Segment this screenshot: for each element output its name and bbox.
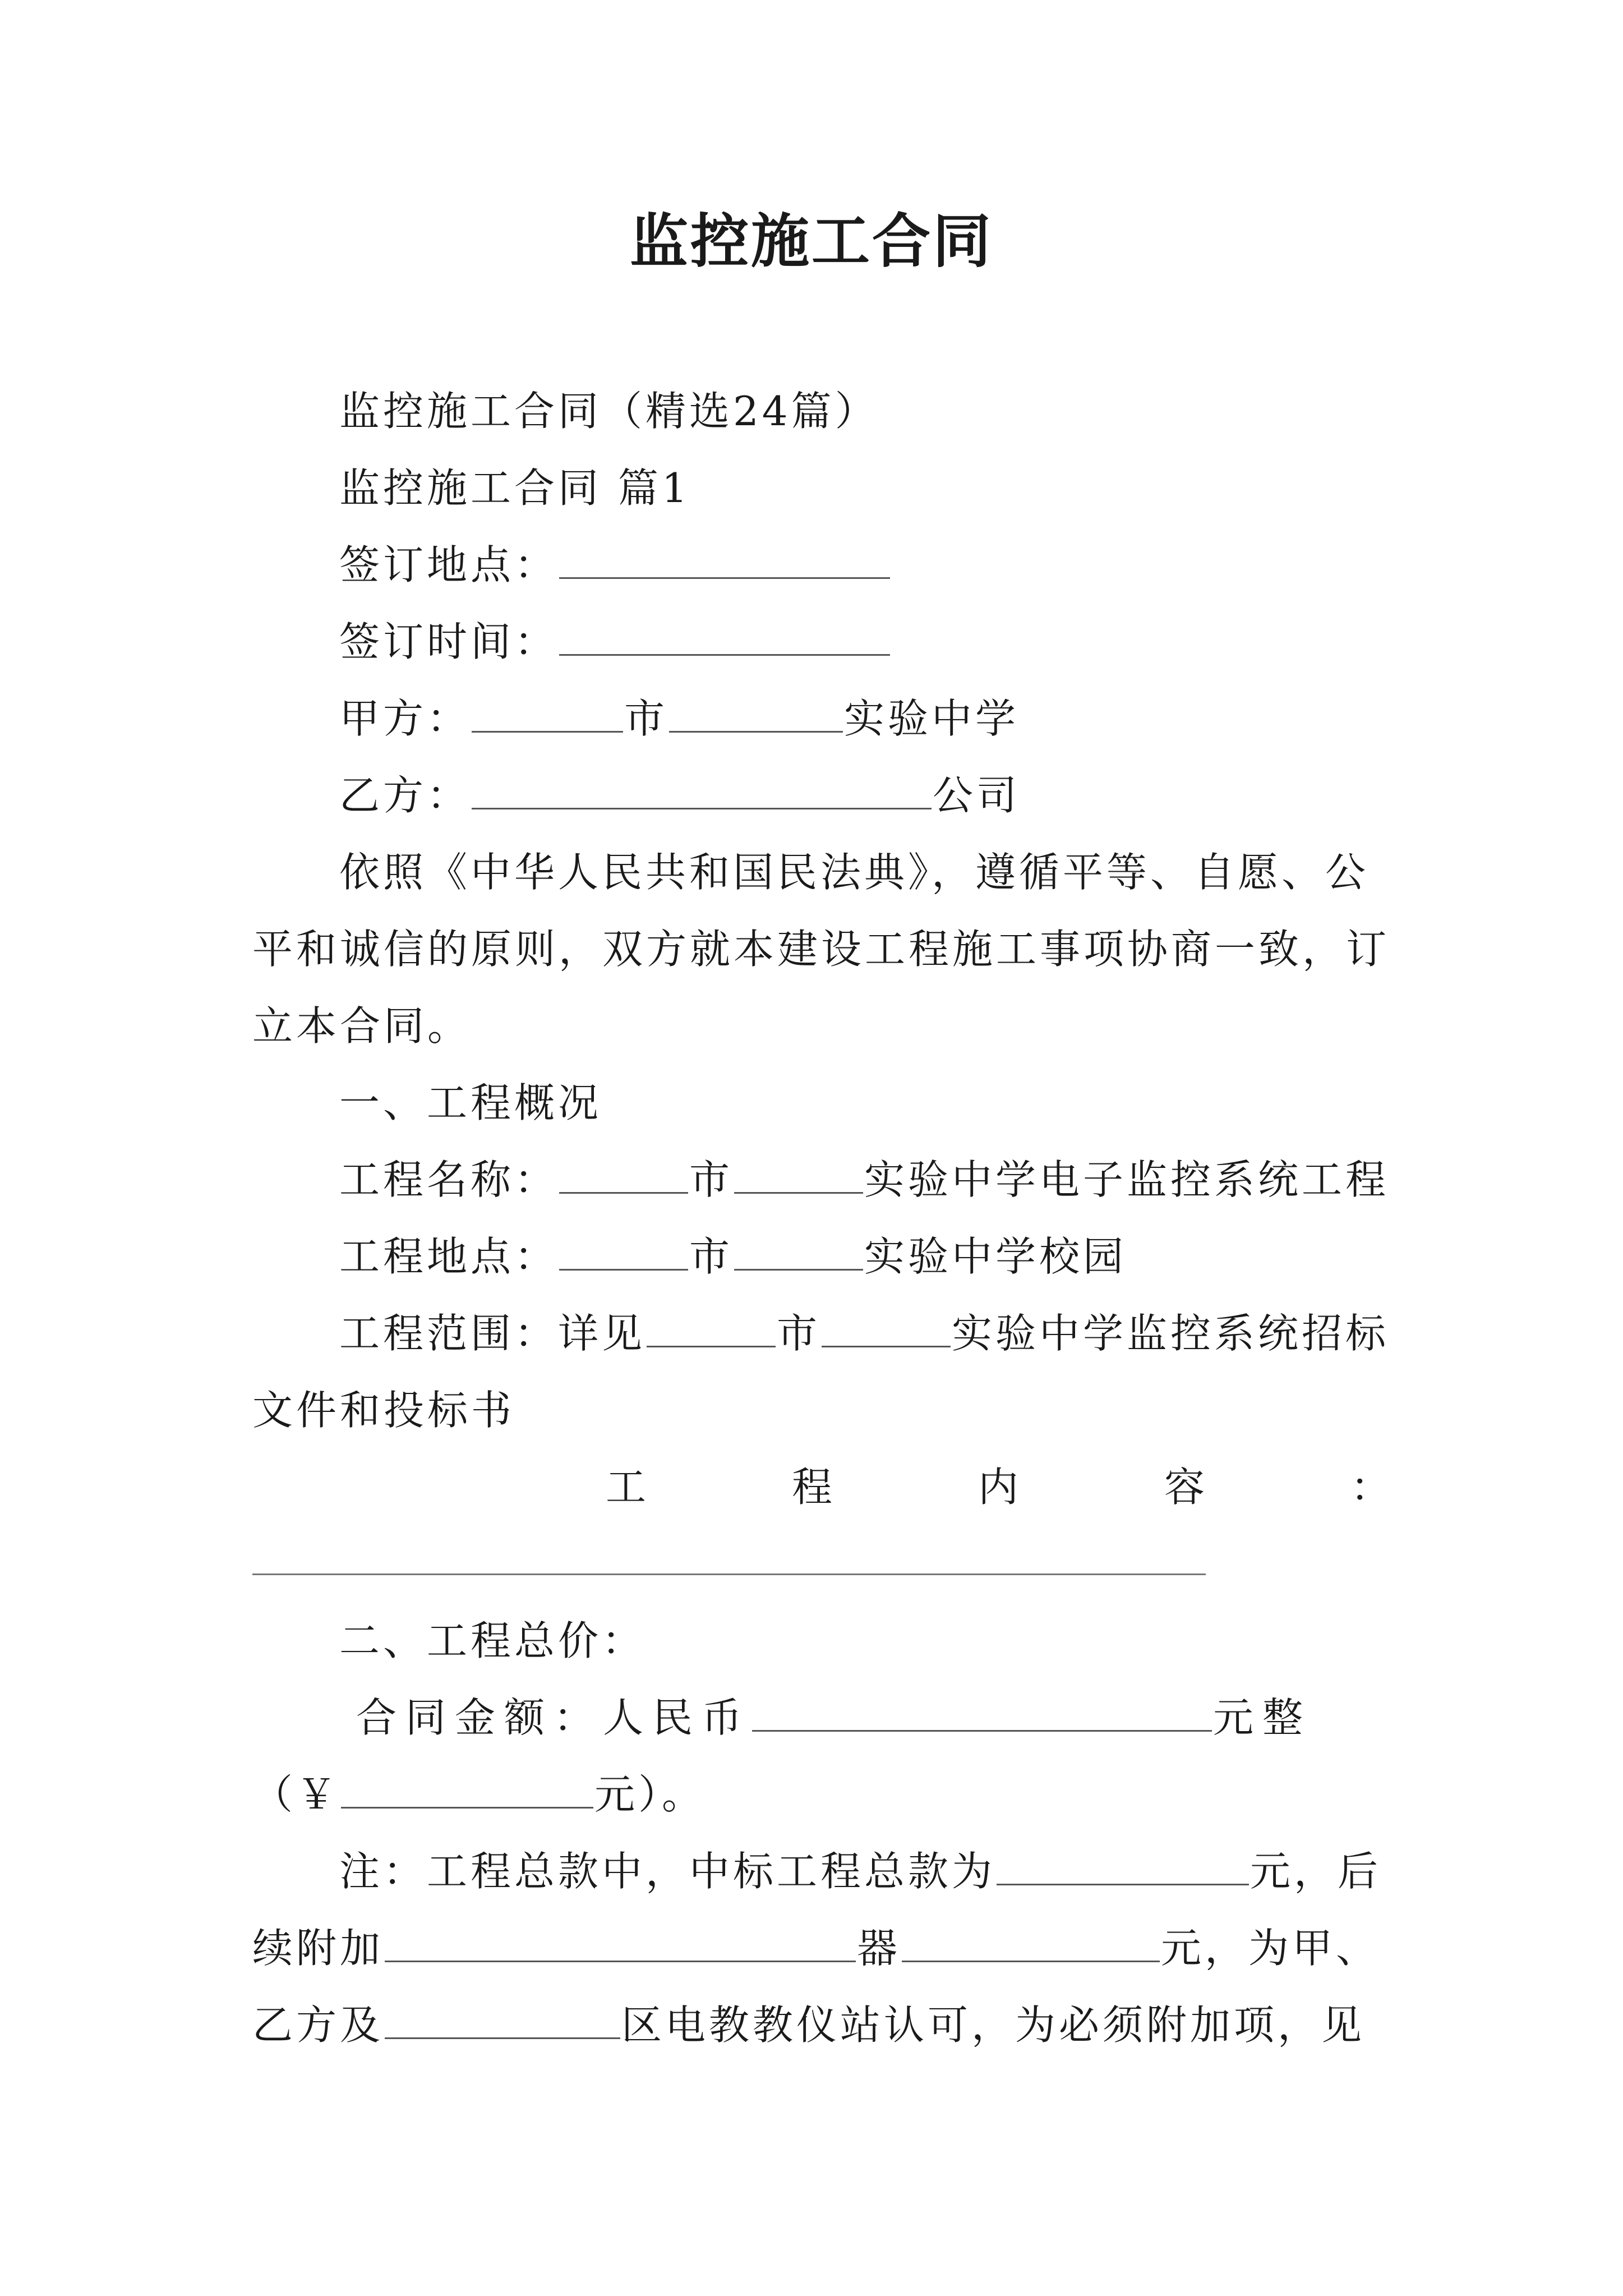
contract-amount-line: 合同金额：人民币 元整 [356,1694,1312,1741]
project-name-city-blank [559,1156,688,1194]
project-scope-line: 工程范围：详见 市 实验中学监控系统招标 [339,1310,1390,1357]
note-line2: 续附加 器 元，为甲、 [252,1925,1380,1972]
intro-paragraph-line1: 依照《中华人民共和国民法典》，遵循平等、自愿、公 [339,849,1370,896]
sign-time-line: 签订时间： [252,614,1391,670]
project-content-blank-rule [252,1573,1206,1575]
project-content-label: 工 程 内 容 ： [606,1464,1391,1511]
project-scope-school-blank [822,1310,951,1347]
subtitle: 监控施工合同（精选24篇） [339,388,879,435]
sign-place-blank [559,541,890,579]
sign-time-blank [559,618,890,656]
note-line3: 乙方及 区电教教仪站认可，为必须附加项，见 [252,2001,1366,2049]
party-a-line: 甲方： 市 实验中学 [339,695,1020,742]
project-site-school-blank [734,1233,863,1271]
contract-amount-rmb-line: （￥ 元）。 [252,1771,706,1818]
party-a-city-blank [472,695,623,733]
party-b-line: 乙方： 公司 [339,772,1021,819]
note-line1: 注：工程总款中，中标工程总款为 元，后 [339,1848,1382,1895]
contract-amount-rmb-blank [341,1771,593,1809]
note-addon-item-blank [385,1925,856,1962]
section-title: 监控施工合同 篇1 [339,464,691,512]
note-addon-amount-blank [902,1925,1160,1962]
party-b-blank [472,772,932,809]
note-district-blank [385,2001,620,2039]
note-bid-amount-blank [997,1848,1249,1885]
project-site-city-blank [559,1233,688,1271]
project-name-school-blank [734,1156,863,1194]
intro-paragraph-line3: 立本合同。 [252,1002,472,1050]
project-scope-line2: 文件和投标书 [252,1387,515,1434]
contract-amount-blank [752,1694,1212,1732]
intro-paragraph-line2: 平和诚信的原则，双方就本建设工程施工事项协商一致，订 [252,926,1390,973]
party-a-school-blank [669,695,843,733]
heading-project-overview: 一、工程概况 [339,1079,602,1126]
heading-total-price: 二、工程总价： [339,1617,646,1664]
project-site-line: 工程地点： 市 实验中学校园 [339,1233,1127,1280]
document-title: 监控施工合同 [629,206,993,275]
project-name-line: 工程名称： 市 实验中学电子监控系统工程 [339,1156,1390,1203]
project-scope-city-blank [647,1310,776,1347]
sign-place-line: 签订地点： [252,537,1391,593]
